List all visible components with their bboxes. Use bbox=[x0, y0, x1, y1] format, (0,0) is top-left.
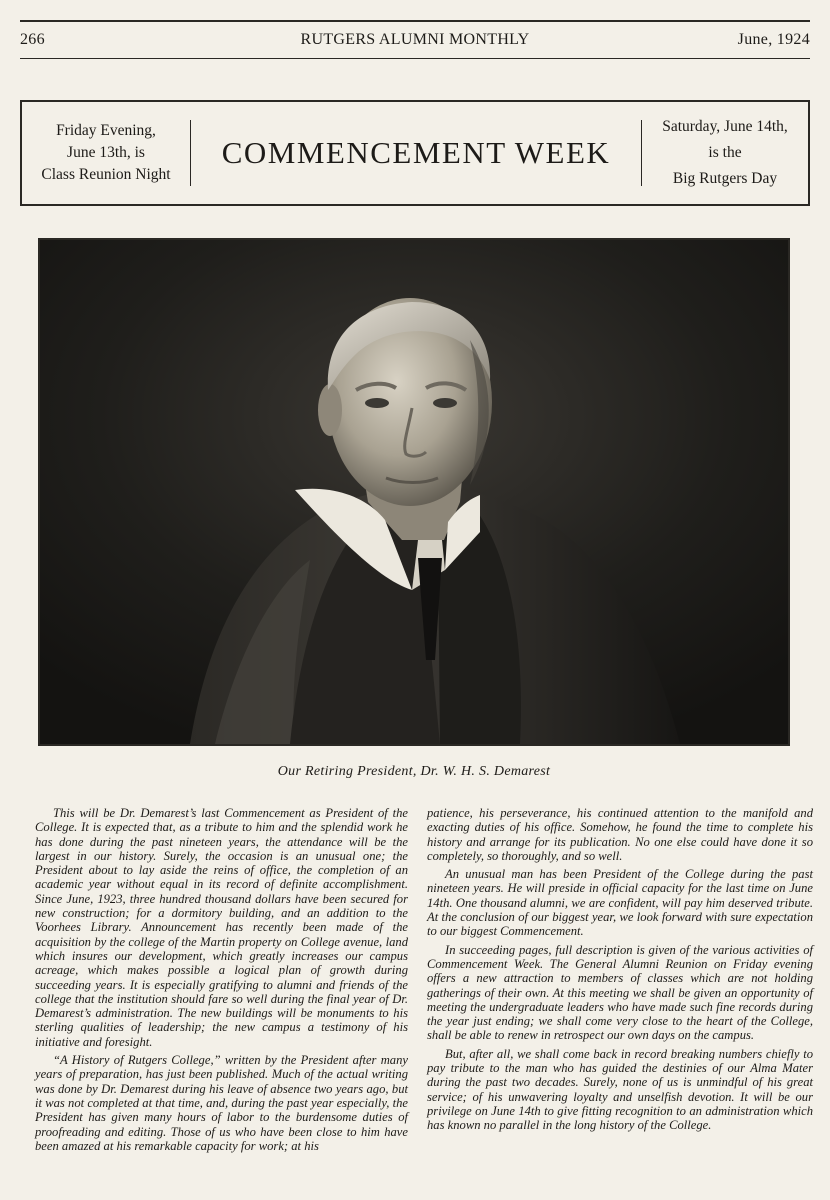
banner-right-line: Big Rutgers Day bbox=[672, 170, 778, 187]
article-paragraph: “A History of Rutgers College,” written by the President after many years of preparation, has just been published. Much of the actual writing was done by Dr. Demarest during his leave of absence two years ago, but it was not completed at that time, and, during the past year especially, the President has given many hours of labor to the burdensome duties of proofreading and editing. Those of us who have been close to him have been amazed at his remarkable capacity for work; at his bbox=[35, 1053, 408, 1153]
eye-right bbox=[433, 398, 457, 408]
banner-right-notice bbox=[642, 102, 808, 204]
banner-left-line: Friday Evening, bbox=[56, 122, 156, 139]
commencement-banner bbox=[20, 100, 810, 206]
header-bottom-rule bbox=[20, 58, 810, 59]
journal-title: RUTGERS ALUMNI MONTHLY bbox=[300, 31, 530, 48]
banner-right-line: is the bbox=[708, 144, 742, 161]
banner-left-line: Class Reunion Night bbox=[41, 166, 171, 183]
ear bbox=[318, 384, 342, 436]
portrait-illustration bbox=[40, 240, 788, 744]
article-paragraph: This will be Dr. Demarest’s last Commencement as President of the College. It is expected that, as a tribute to him and the splendid work he has done during the past nineteen years, the attendance will be the largest in our history. Surely, the occasion is an unusual one; the President about to lay aside the reins of office, the completion of an academic year without equal in its record of definite accomplishment. Since June, 1923, three hundred thousand dollars have been secured for new construction; for a dormitory building, and an addition to the Voorhees Library. Announcement has recently been made of the acquisition by the college of the Martin property on College avenue, land which insures our development, which greatly increases our campus acreage, which makes possible a logical plan of growth during succeeding years. It is especially gratifying to alumni and friends of the college that the institution should fare so well during the final year of Dr. Demarest’s administration. The new buildings will be monuments to his sterling qualities of leadership; the new campus a testimony of his initiative and foresight. bbox=[35, 806, 408, 1049]
article-left-column bbox=[35, 806, 408, 1153]
banner-title: COMMENCEMENT WEEK bbox=[221, 135, 611, 170]
article-paragraph: patience, his perseverance, his continued attention to the manifold and exacting duties of his office. Somehow, he found the time to complete his history and arrange for its publication. No one else could have done it so completely, so thoroughly, and so well. bbox=[427, 806, 813, 863]
banner-right-line: Saturday, June 14th, bbox=[662, 118, 788, 135]
page-number: 266 bbox=[20, 31, 45, 48]
article-paragraph: But, after all, we shall come back in record breaking numbers chiefly to pay tribute to the man who has guided the destinies of our Alma Mater during the past two decades. Surely, none of us is unmindful of his great service; of his unwavering loyalty and unselfish devotion. It will be our privilege on June 14th to give fitting recognition to an administration which has known no parallel in the long history of the College. bbox=[427, 1046, 813, 1133]
banner-left-line: June 13th, is bbox=[67, 144, 145, 161]
portrait-photo bbox=[38, 238, 790, 746]
running-head bbox=[20, 31, 810, 53]
article-paragraph: In succeeding pages, full description is given of the various activities of Commencement Week. The General Alumni Reunion on Friday evening offers a new attraction to members of classes which are not holding gatherings of their own. At this meeting we shall be given an opportunity of meeting the undergraduate leaders who have made such fine records during the year just ending; we shall come very close to the heart of the College, shall be able to renew in retrospect our own days on the campus. bbox=[427, 942, 813, 1043]
photo-caption: Our Retiring President, Dr. W. H. S. Demarest bbox=[277, 764, 551, 779]
issue-date: June, 1924 bbox=[737, 31, 810, 48]
article-right-column bbox=[427, 806, 813, 1133]
eye-left bbox=[365, 398, 389, 408]
banner-left-notice bbox=[22, 102, 190, 204]
header-top-rule bbox=[20, 20, 810, 22]
article-paragraph: An unusual man has been President of the College during the past nineteen years. He will preside in official capacity for the last time on June 14th. One thousand alumni, we are confident, will pay him deserved tribute. At the conclusion of our biggest year, we look forward with sure expectation to our biggest Commencement. bbox=[427, 867, 813, 939]
